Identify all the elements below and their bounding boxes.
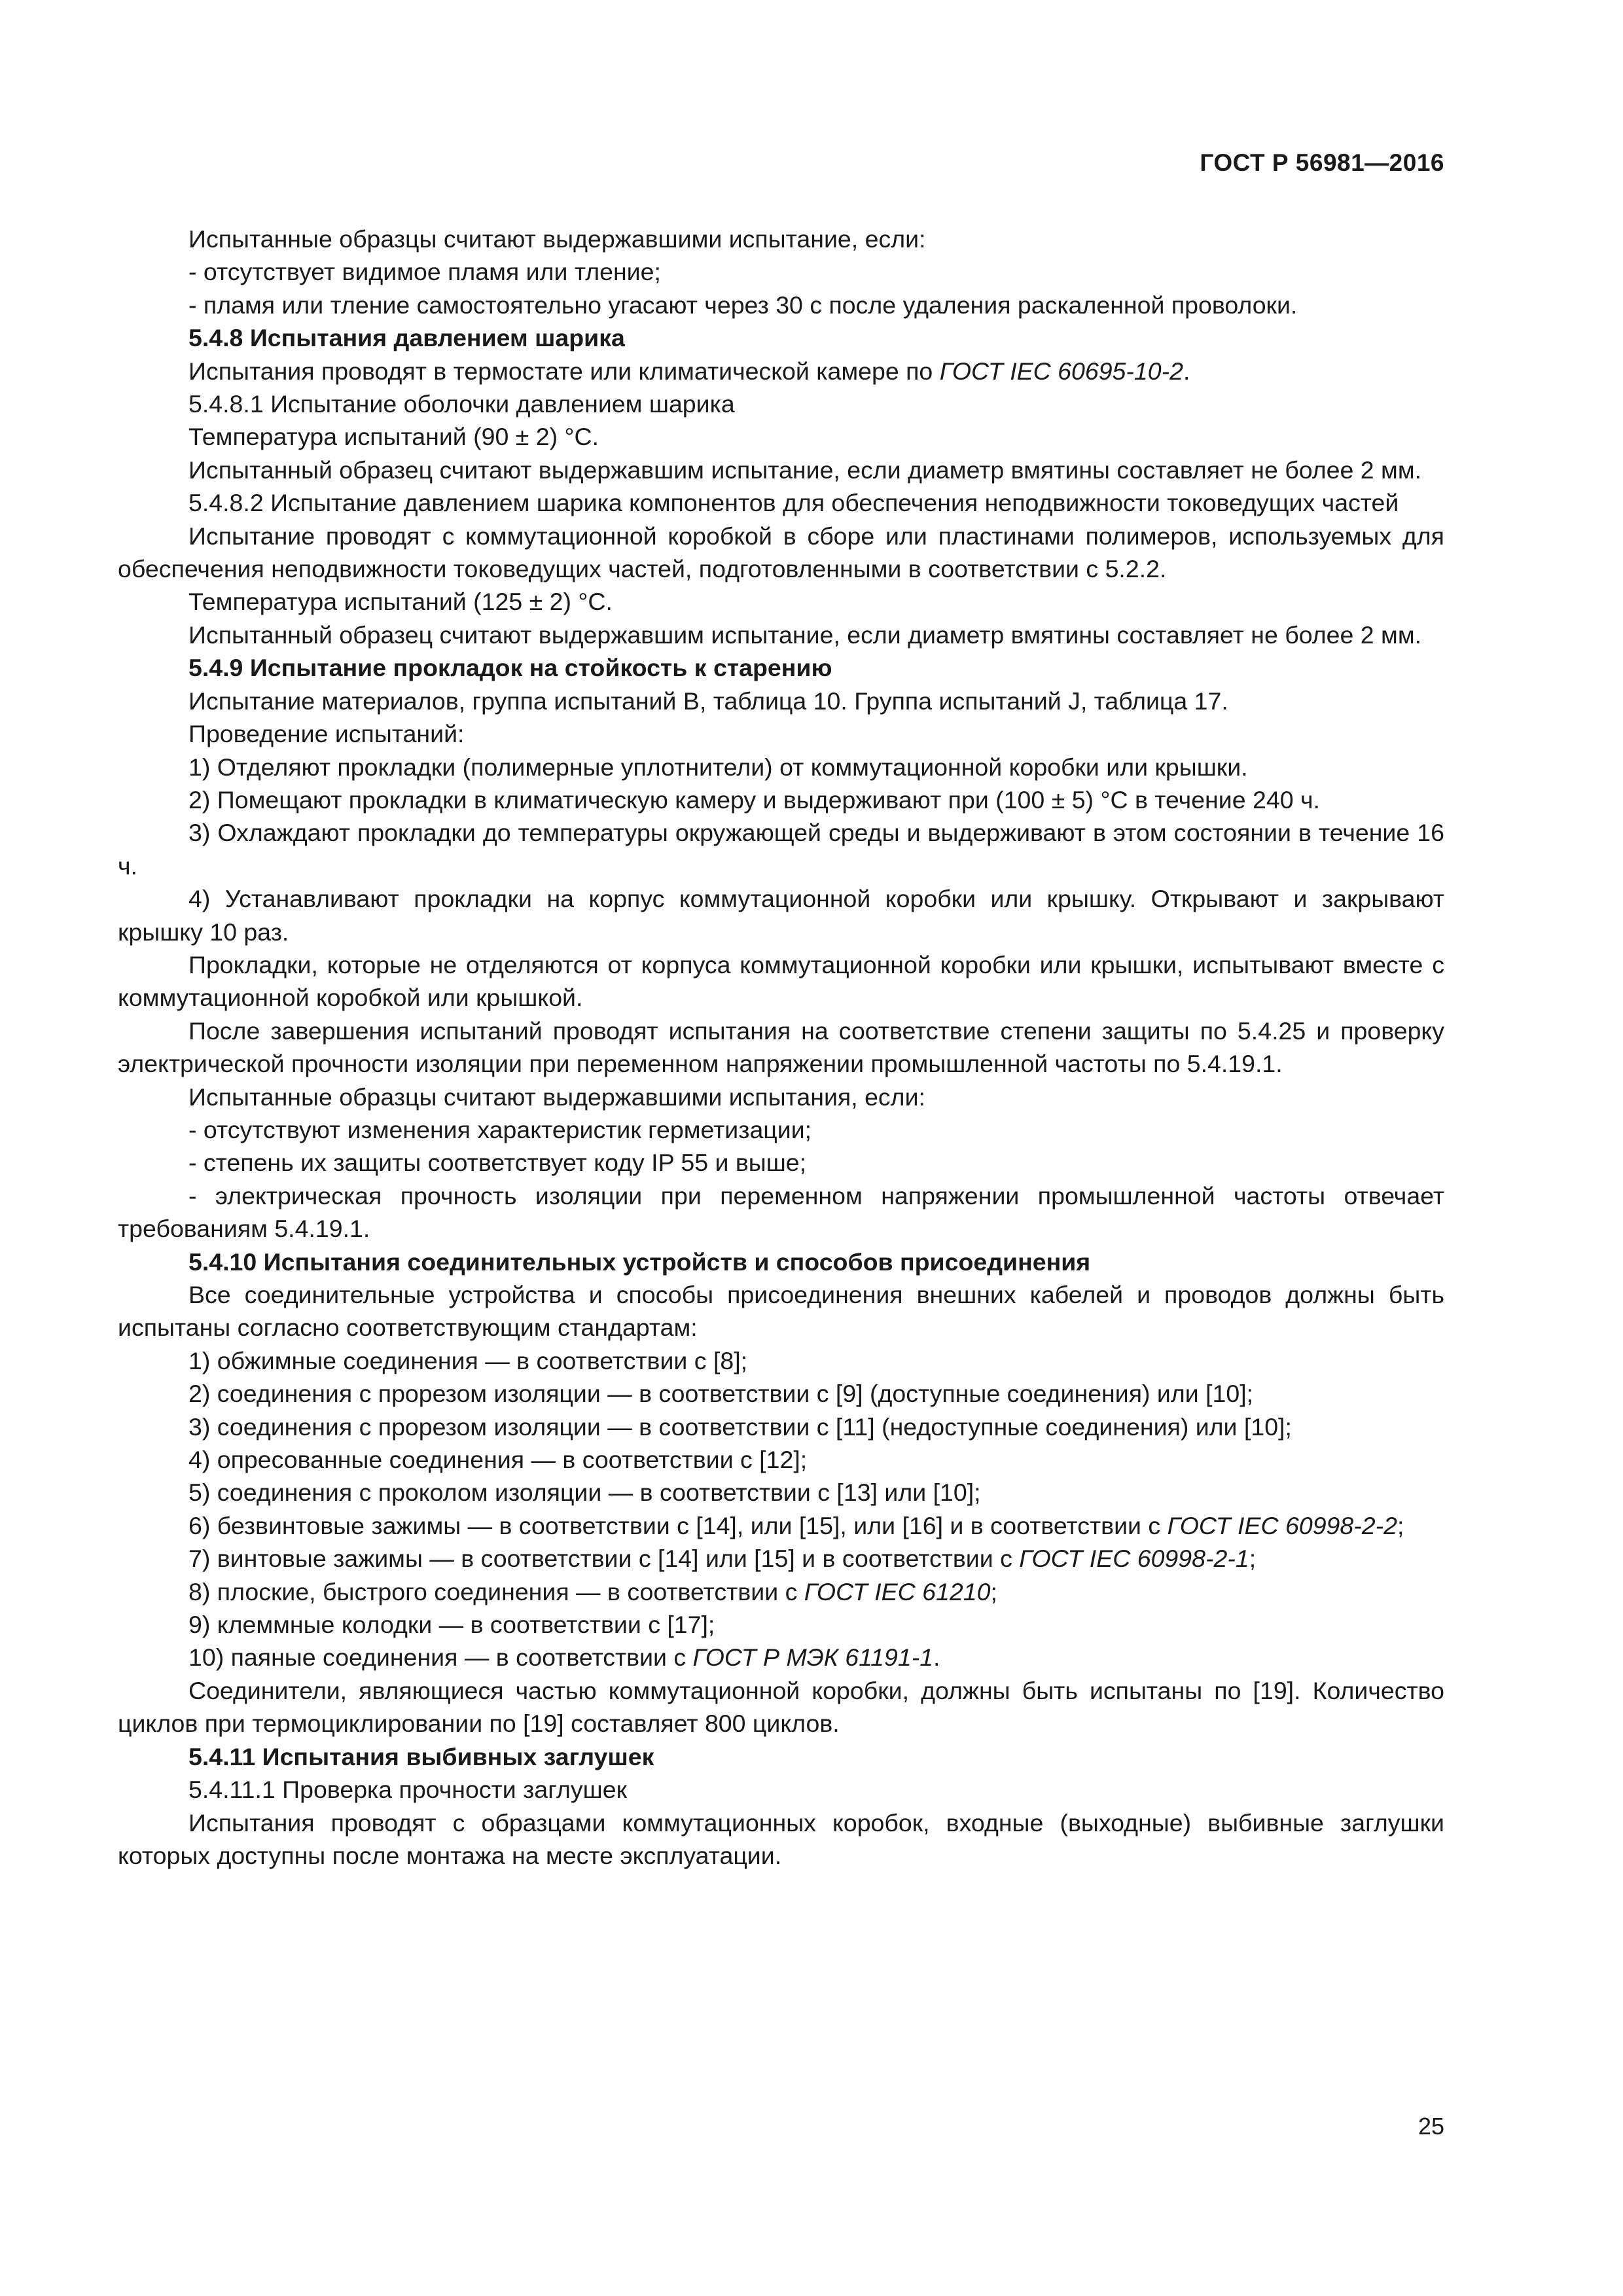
text-run: 3) соединения с прорезом изоляции — в соответствии с [11] (недоступные соединения) или [10]; (188, 1412, 1292, 1441)
text-run: 5.4.8 Испытания давлением шарика (188, 324, 625, 352)
text-run: После завершения испытаний проводят испытания на соответствие степени защиты по 5.4.25 и проверку электрической прочности изоляции при переменном напряжении промышленной частоты по 5.4.19.1. (118, 1016, 1444, 1078)
paragraph (118, 816, 1444, 882)
paragraph (118, 1608, 1444, 1641)
paragraph (118, 882, 1444, 948)
paragraph (118, 420, 1444, 453)
paragraph (118, 1542, 1444, 1575)
paragraph (118, 1806, 1444, 1873)
paragraph (118, 1575, 1444, 1608)
section-heading (118, 651, 1444, 684)
text-run: 5.4.11.1 Проверка прочности заглушек (188, 1776, 628, 1804)
text-run: Испытания проводят с образцами коммутационных коробок, входные (выходные) выбивные заглушки которых доступны после монтажа на месте эксплуатации. (118, 1808, 1444, 1869)
document-body (118, 223, 1444, 1872)
paragraph (118, 486, 1444, 519)
text-run: 4) опресованные соединения — в соответствии с [12]; (188, 1446, 808, 1474)
standard-reference: ГОСТ IEC 60695-10-2 (939, 357, 1183, 385)
text-run: Все соединительные устройства и способы присоединения внешних кабелей и проводов должны быть испытаны согласно соответствующим стандартам: (118, 1281, 1444, 1342)
text-run: 1) обжимные соединения — в соответствии с [8]; (188, 1346, 748, 1374)
standard-reference: ГОСТ IEC 60998-2-2 (1167, 1511, 1397, 1539)
text-run: Испытанный образец считают выдержавшим испытание, если диаметр вмятины составляет не более 2 мм. (188, 456, 1422, 484)
text-run: 8) плоские, быстрого соединения — в соответствии с (188, 1577, 804, 1605)
document-number-header: ГОСТ Р 56981—2016 (1200, 149, 1444, 176)
paragraph (118, 1410, 1444, 1443)
text-run: Проведение испытаний: (188, 720, 465, 748)
paragraph (118, 223, 1444, 255)
paragraph (118, 1081, 1444, 1113)
paragraph (118, 1113, 1444, 1146)
section-heading (118, 321, 1444, 354)
text-run: 9) клеммные колодки — в соответствии с [17]; (188, 1611, 715, 1639)
text-run: Прокладки, которые не отделяются от корпуса коммутационной коробки или крышки, испытывают вместе с коммутационной коробкой или крышкой. (118, 950, 1444, 1012)
text-run: 5) соединения с проколом изоляции — в соответствии с [13] или [10]; (188, 1479, 981, 1507)
text-run: Соединители, являющиеся частью коммутационной коробки, должны быть испытаны по [19]. Количество циклов при термоциклировании по [19] составляет 800 циклов. (118, 1676, 1444, 1738)
text-run: Испытание материалов, группа испытаний В, таблица 10. Группа испытаний J, таблица 17. (188, 687, 1228, 715)
paragraph (118, 717, 1444, 750)
text-run: - степень их защиты соответствует коду IP 55 и выше; (188, 1149, 807, 1177)
text-run: . (1183, 357, 1190, 385)
text-run: 6) безвинтовые зажимы — в соответствии с [14], или [15], или [16] и в соответствии с (188, 1511, 1168, 1539)
paragraph (118, 948, 1444, 1014)
paragraph (118, 1443, 1444, 1476)
page-number: 25 (1418, 2113, 1444, 2140)
text-run: . (933, 1643, 940, 1672)
paragraph (118, 1179, 1444, 1246)
paragraph (118, 255, 1444, 288)
text-run: ; (1397, 1511, 1404, 1539)
text-run: Испытанные образцы считают выдержавшими испытания, если: (188, 1083, 925, 1111)
paragraph (118, 751, 1444, 783)
standard-reference: ГОСТ IEC 61210 (804, 1577, 991, 1605)
paragraph (118, 289, 1444, 321)
text-run: 1) Отделяют прокладки (полимерные уплотнители) от коммутационной коробки или крышки. (188, 753, 1248, 781)
text-run: ; (990, 1577, 997, 1605)
text-run: 2) Помещают прокладки в климатическую камеру и выдерживают при (100 ± 5) °С в течение 240 ч. (188, 785, 1320, 814)
text-run: Испытанные образцы считают выдержавшими испытание, если: (188, 225, 926, 253)
text-run: 5.4.10 Испытания соединительных устройств и способов присоединения (188, 1247, 1091, 1276)
text-run: 5.4.8.1 Испытание оболочки давлением шарика (188, 390, 735, 418)
text-run: Испытание проводят с коммутационной коробкой в сборе или пластинами полимеров, используемых для обеспечения неподвижности токоведущих частей, подготовленными в соответствии с 5.2.2. (118, 522, 1444, 583)
standard-reference: ГОСТ Р МЭК 61191-1 (692, 1643, 934, 1672)
text-run: - пламя или тление самостоятельно угасают через 30 с после удаления раскаленной проволоки. (188, 291, 1298, 319)
paragraph (118, 355, 1444, 387)
standard-reference: ГОСТ IEC 60998-2-1 (1019, 1545, 1249, 1573)
paragraph (118, 1674, 1444, 1740)
paragraph (118, 1377, 1444, 1410)
section-heading (118, 1740, 1444, 1773)
paragraph (118, 1278, 1444, 1344)
paragraph (118, 1476, 1444, 1509)
text-run: - отсутствуют изменения характеристик герметизации; (188, 1115, 812, 1143)
text-run: 3) Охлаждают прокладки до температуры окружающей среды и выдерживают в этом состоянии в течение 16 ч. (118, 819, 1444, 880)
text-run: 10) паяные соединения — в соответствии с (188, 1643, 693, 1672)
paragraph (118, 619, 1444, 651)
text-run: 2) соединения с прорезом изоляции — в соответствии с [9] (доступные соединения) или [10]; (188, 1380, 1254, 1408)
paragraph (118, 1014, 1444, 1081)
section-heading (118, 1246, 1444, 1278)
text-run: 5.4.9 Испытание прокладок на стойкость к старению (188, 654, 832, 682)
paragraph (118, 387, 1444, 420)
text-run: - электрическая прочность изоляции при переменном напряжении промышленной частоты отвечает требованиям 5.4.19.1. (118, 1181, 1444, 1243)
text-run: 7) винтовые зажимы — в соответствии с [14] или [15] и в соответствии с (188, 1545, 1020, 1573)
paragraph (118, 1146, 1444, 1179)
text-run: - отсутствует видимое пламя или тление; (188, 258, 661, 286)
text-run: 4) Устанавливают прокладки на корпус коммутационной коробки или крышку. Открывают и закрывают крышку 10 раз. (118, 885, 1444, 946)
paragraph (118, 1509, 1444, 1542)
text-run: Испытания проводят в термостате или климатической камере по (188, 357, 940, 385)
text-run: 5.4.11 Испытания выбивных заглушек (188, 1742, 654, 1770)
paragraph (118, 1773, 1444, 1806)
paragraph (118, 454, 1444, 486)
text-run: 5.4.8.2 Испытание давлением шарика компонентов для обеспечения неподвижности токоведущих частей (188, 489, 1399, 517)
paragraph (118, 783, 1444, 816)
text-run: ; (1249, 1545, 1257, 1573)
text-run: Температура испытаний (90 ± 2) °С. (188, 423, 599, 451)
text-run: Испытанный образец считают выдержавшим испытание, если диаметр вмятины составляет не более 2 мм. (188, 620, 1422, 649)
paragraph (118, 1344, 1444, 1377)
paragraph (118, 1641, 1444, 1674)
text-run: Температура испытаний (125 ± 2) °С. (188, 588, 613, 616)
paragraph (118, 585, 1444, 618)
paragraph (118, 685, 1444, 717)
paragraph (118, 520, 1444, 586)
